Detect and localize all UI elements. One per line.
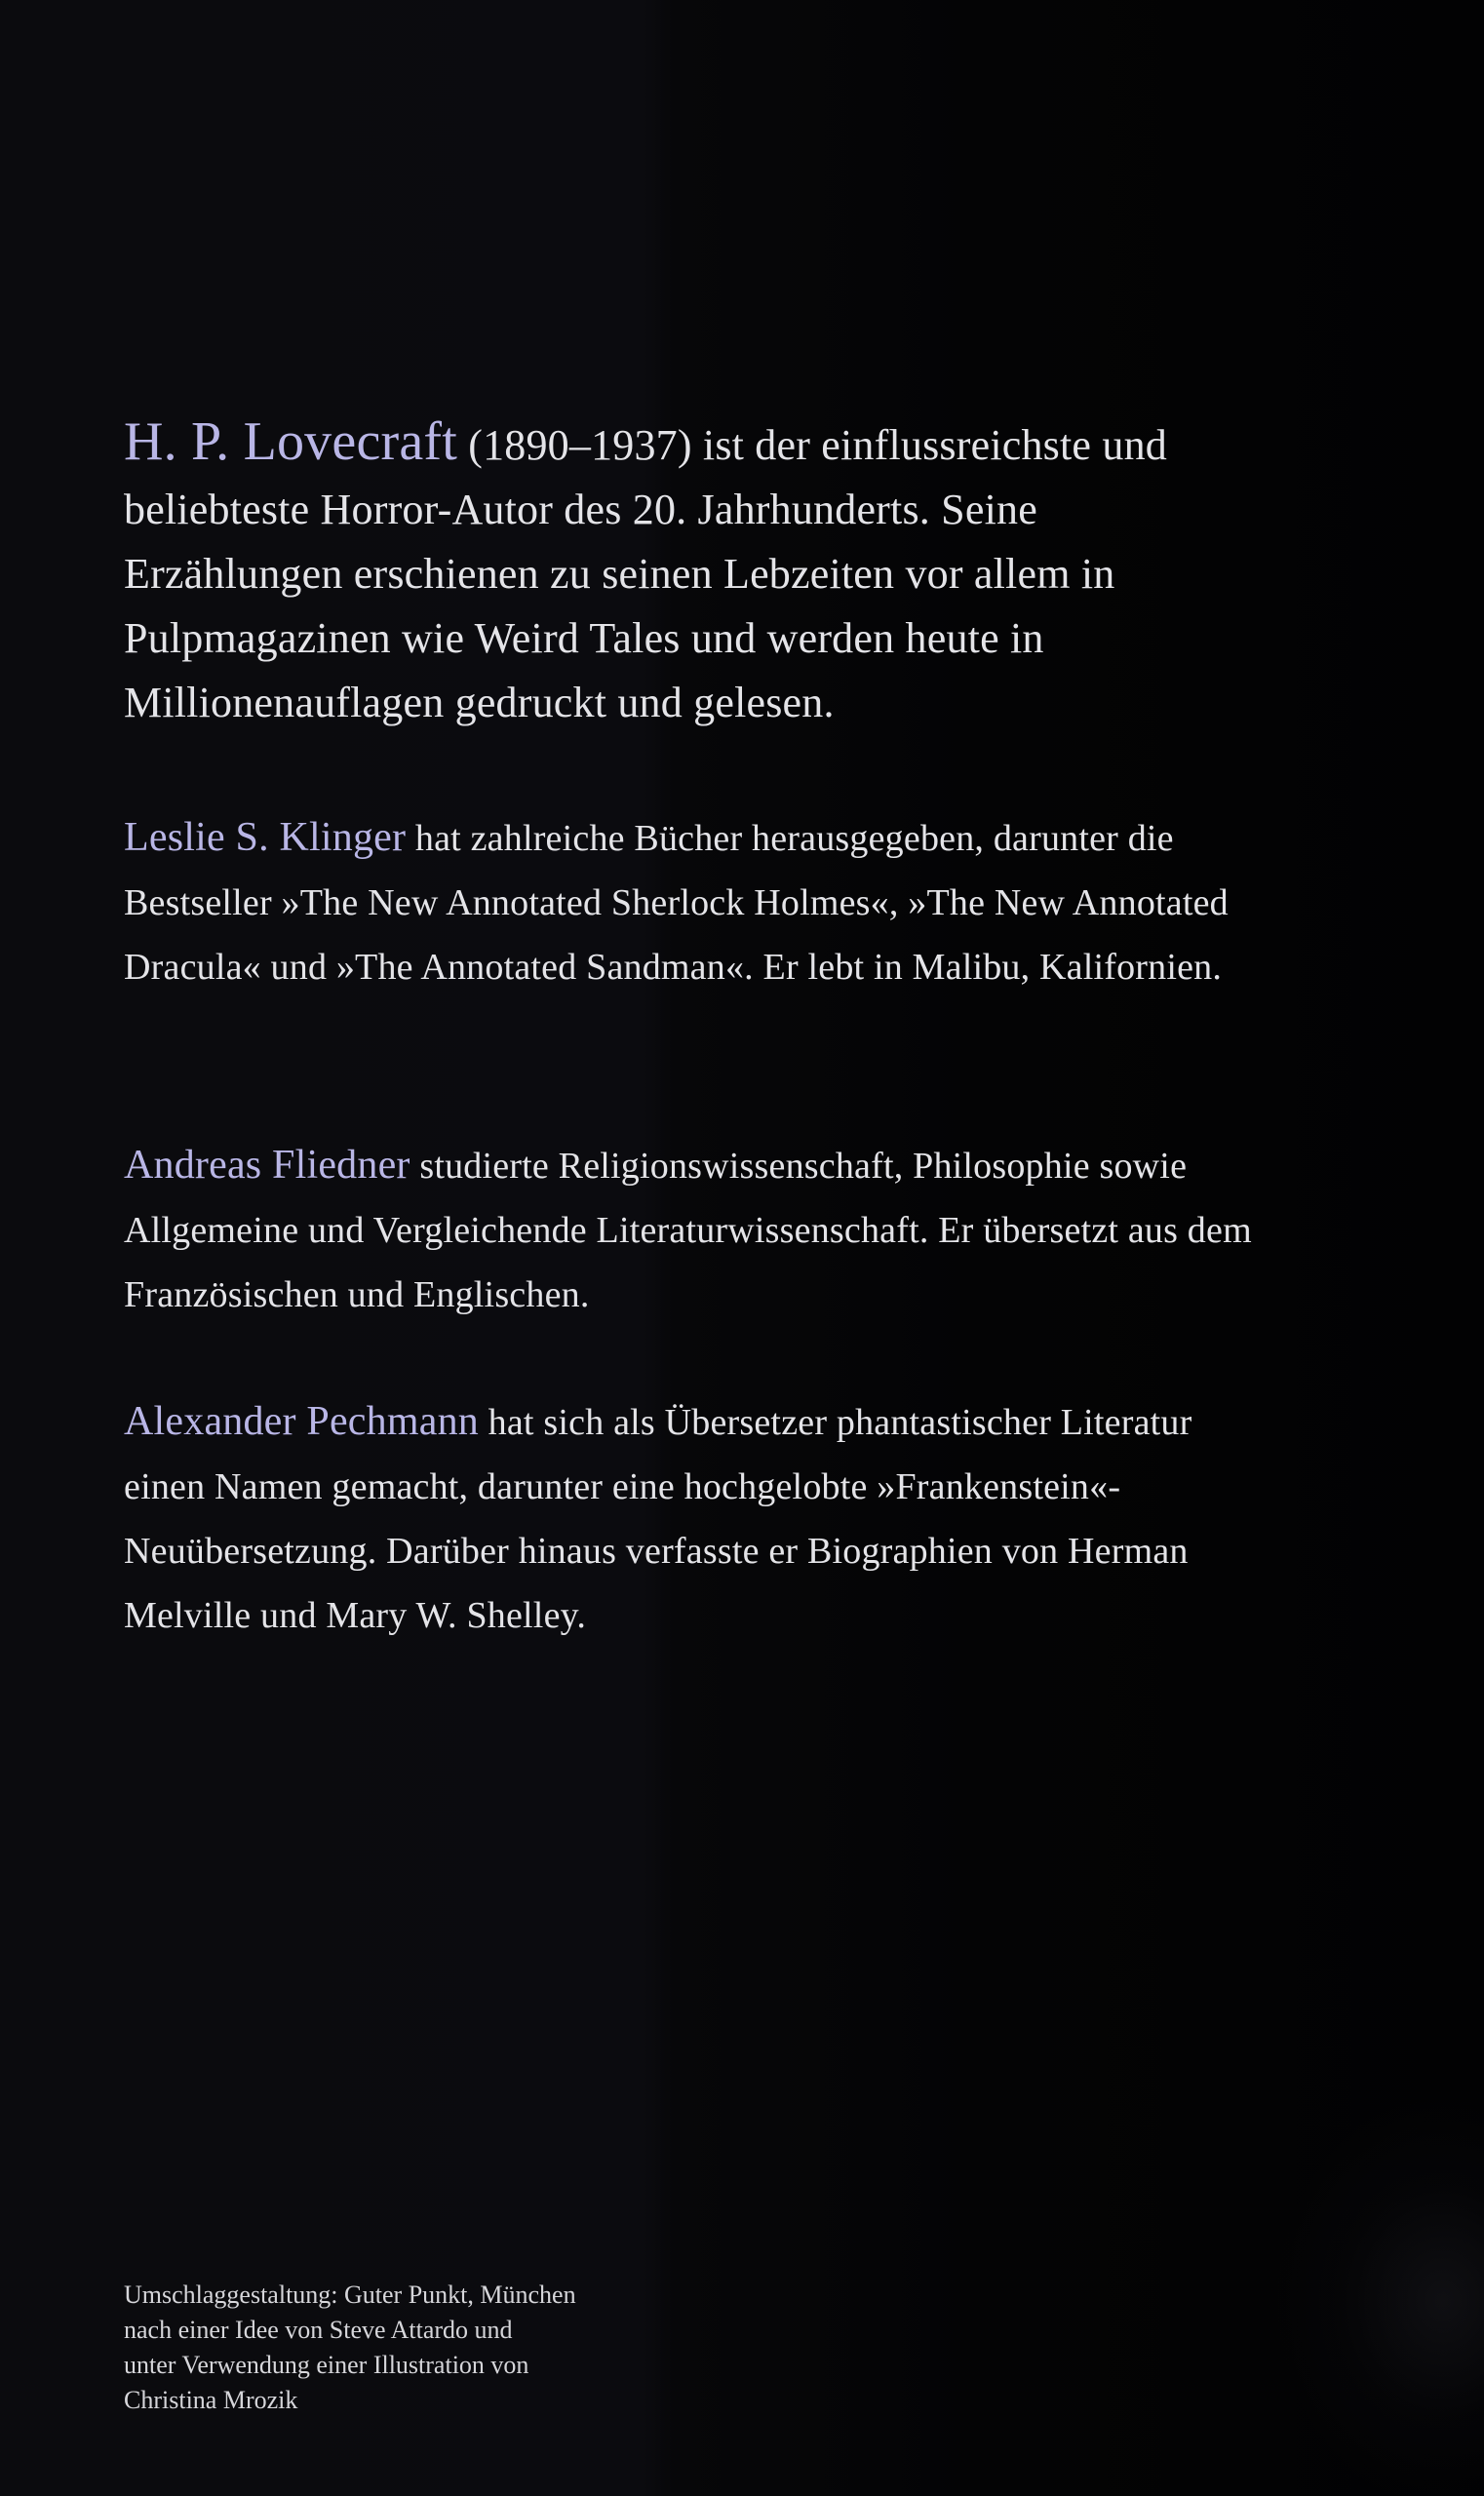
background-glow [1268,2096,1484,2496]
bio-lovecraft [124,410,1255,735]
credit-line: Umschlaggestaltung: Guter Punkt, München [124,2281,576,2309]
bio-fliedner [124,1133,1255,1327]
bio-text-fliedner: studierte Religionswissenschaft, Philosophie sowie Allgemeine und Vergleichende Literaturwissenschaft. Er übersetzt aus dem Französischen und Englischen. [124,1146,1252,1315]
translator-name-pechmann: Alexander Pechmann [124,1399,479,1444]
translator-name-fliedner: Andreas Fliedner [124,1143,410,1188]
credit-line: nach einer Idee von Steve Attardo und [124,2316,513,2344]
bio-text-lovecraft: (1890–1937) ist der einflussreichste und beliebteste Horror-Autor des 20. Jahrhunderts. Seine Erzählungen erschienen zu seinen Lebzeiten vor allem in Pulpmagazinen wie Weird Tales und werden heute in Millionenauflagen gedruckt und gelesen. [124,421,1167,726]
bio-text-pechmann: hat sich als Übersetzer phantastischer Literatur einen Namen gemacht, darunter eine hochgelobte »Frankenstein«-Neuübersetzung. Darüber hinaus verfasste er Biographien von Herman Melville und Mary W. Shelley. [124,1402,1192,1636]
editor-name-klinger: Leslie S. Klinger [124,815,407,860]
bio-text-klinger: hat zahlreiche Bücher herausgegeben, darunter die Bestseller »The New Annotated Sherlock Holmes«, »The New Annotated Dracula« und »The Annotated Sandman«. Er lebt in Malibu, Kalifornien. [124,818,1229,988]
cover-design-credits [124,2278,709,2418]
bio-pechmann [124,1389,1255,1648]
bio-klinger [124,805,1255,999]
author-name-lovecraft: H. P. Lovecraft [124,411,458,472]
credit-line: unter Verwendung einer Illustration von [124,2351,529,2379]
credit-line: Christina Mrozik [124,2386,298,2414]
